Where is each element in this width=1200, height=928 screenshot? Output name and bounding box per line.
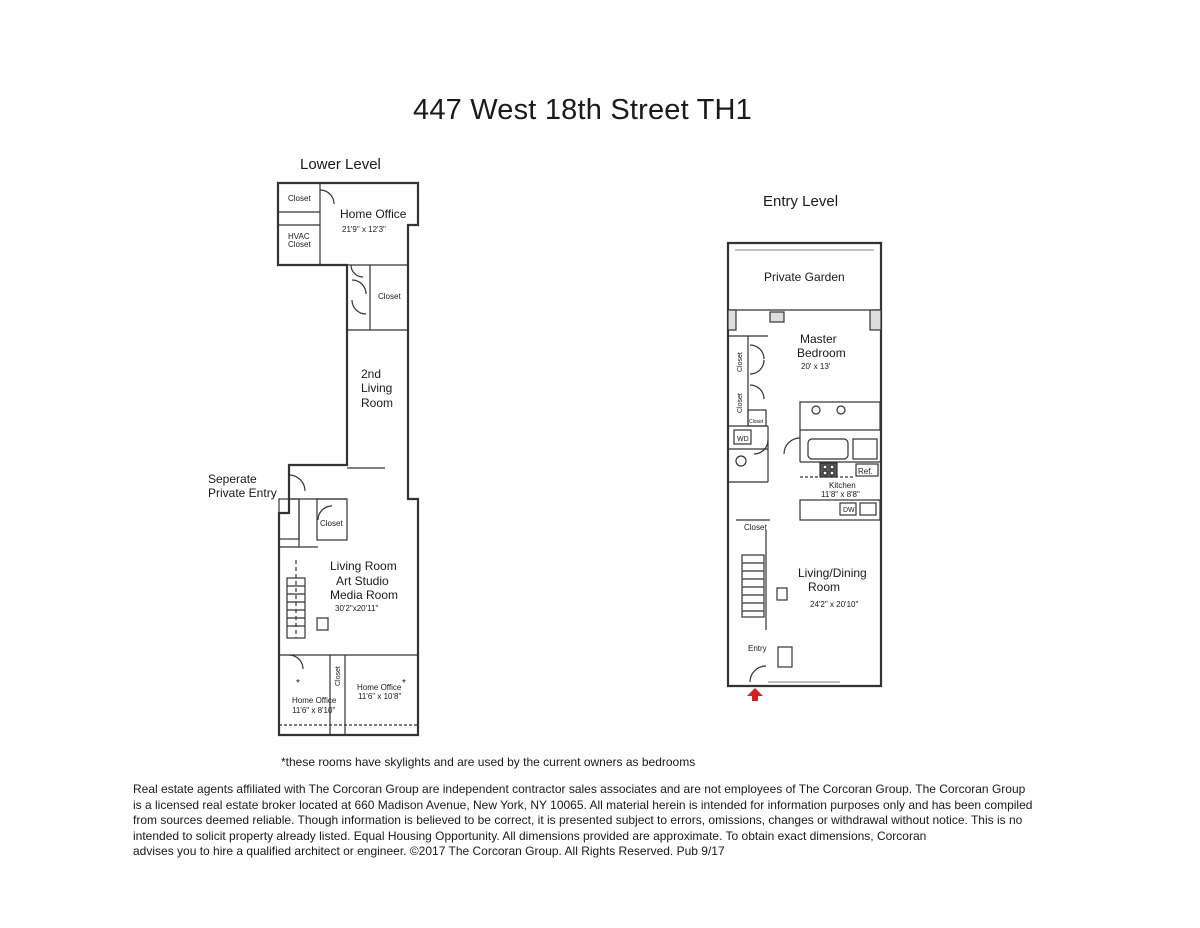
garden-label: Private Garden [764, 270, 845, 284]
entry-label: Entry [748, 644, 767, 653]
home-office-dims: 21'9" x 12'3" [342, 225, 386, 234]
closet-lower-label: Closet [320, 519, 343, 528]
skylight-mark-right: * [402, 678, 406, 689]
disclaimer-line: Real estate agents affiliated with The Corcoran Group are independent contractor sales associates and are not employees of The Corcoran Group. The Corcoran Group [133, 782, 1026, 796]
living-line2: Room [808, 580, 841, 594]
closet-small-label: Closet [749, 419, 764, 425]
disclaimer-line: from sources deemed reliable. Though information is believed to be correct, it is presented subject to errors, omissions, changes or withdrawal without notice. This is no [133, 813, 1023, 827]
second-living-line1: 2nd [361, 367, 382, 381]
master-line2: Bedroom [797, 346, 846, 360]
main-room-line1: Living Room [330, 559, 397, 573]
lower-level-labels [208, 194, 407, 715]
master-line1: Master [800, 332, 837, 346]
closet-entry-label: Closet [744, 523, 767, 532]
disclaimer-line: is a licensed real estate broker located at 660 Madison Avenue, New York, NY 10065. All material herein is intended for information purposes only and has been compiled [133, 797, 1033, 812]
closet-v2-label: Closet [737, 393, 744, 413]
second-living-line3: Room [361, 396, 394, 410]
entrance-arrow-icon [747, 688, 763, 701]
master-dims: 20' x 13' [801, 362, 831, 371]
legal-disclaimer [133, 782, 1063, 860]
wd-label: WD [737, 436, 749, 443]
ref-label: Ref. [858, 467, 873, 476]
hvac-closet-label-1: HVAC [288, 232, 310, 241]
lower-level-plan [278, 183, 418, 735]
kitchen-dims: 11'8" x 8'8" [821, 490, 860, 499]
disclaimer-line: advises you to hire a qualified architect or engineer. ©2017 The Corcoran Group. All Rights Reserved. Pub 9/17 [133, 844, 725, 858]
entry-level-plan [728, 243, 881, 686]
closet-vertical-label: Closet [335, 666, 342, 686]
page-title: 447 West 18th Street TH1 [412, 94, 753, 126]
office-right-dims: 11'6" x 10'8" [358, 692, 402, 701]
closet-mid-label: Closet [378, 292, 401, 301]
office-left-name: Home Office [292, 696, 337, 705]
main-room-line2: Art Studio [336, 574, 389, 588]
main-room-line3: Media Room [330, 588, 399, 602]
closet-v1-label: Closet [737, 352, 744, 372]
private-entry-line2: Private Entry [208, 486, 277, 500]
private-entry-line1: Seperate [208, 472, 257, 486]
hvac-closet-label-2: Closet [288, 240, 311, 249]
office-left-dims: 11'6" x 8'10" [292, 706, 336, 715]
home-office-name: Home Office [340, 207, 407, 221]
entry-level-label: Entry Level [763, 193, 839, 210]
living-dims: 24'2" x 20'10" [810, 600, 859, 609]
living-line1: Living/Dining [798, 566, 867, 580]
lower-outer-wall [278, 183, 418, 735]
lower-level-label: Lower Level [300, 156, 381, 173]
office-right-name: Home Office [357, 683, 402, 692]
skylight-footnote: *these rooms have skylights and are used by the current owners as bedrooms [281, 755, 696, 769]
dw-label: DW [843, 507, 855, 514]
main-room-dims: 30'2"x20'11" [335, 604, 379, 613]
second-living-line2: Living [361, 381, 393, 395]
skylight-mark-left: * [296, 678, 300, 689]
kitchen-name: Kitchen [829, 481, 856, 490]
closet-top-label: Closet [288, 194, 311, 203]
disclaimer-line: intended to solicit property already listed. Equal Housing Opportunity. All dimensions provided are approximate. To obtain exact dimensions, Corcoran [133, 828, 927, 843]
